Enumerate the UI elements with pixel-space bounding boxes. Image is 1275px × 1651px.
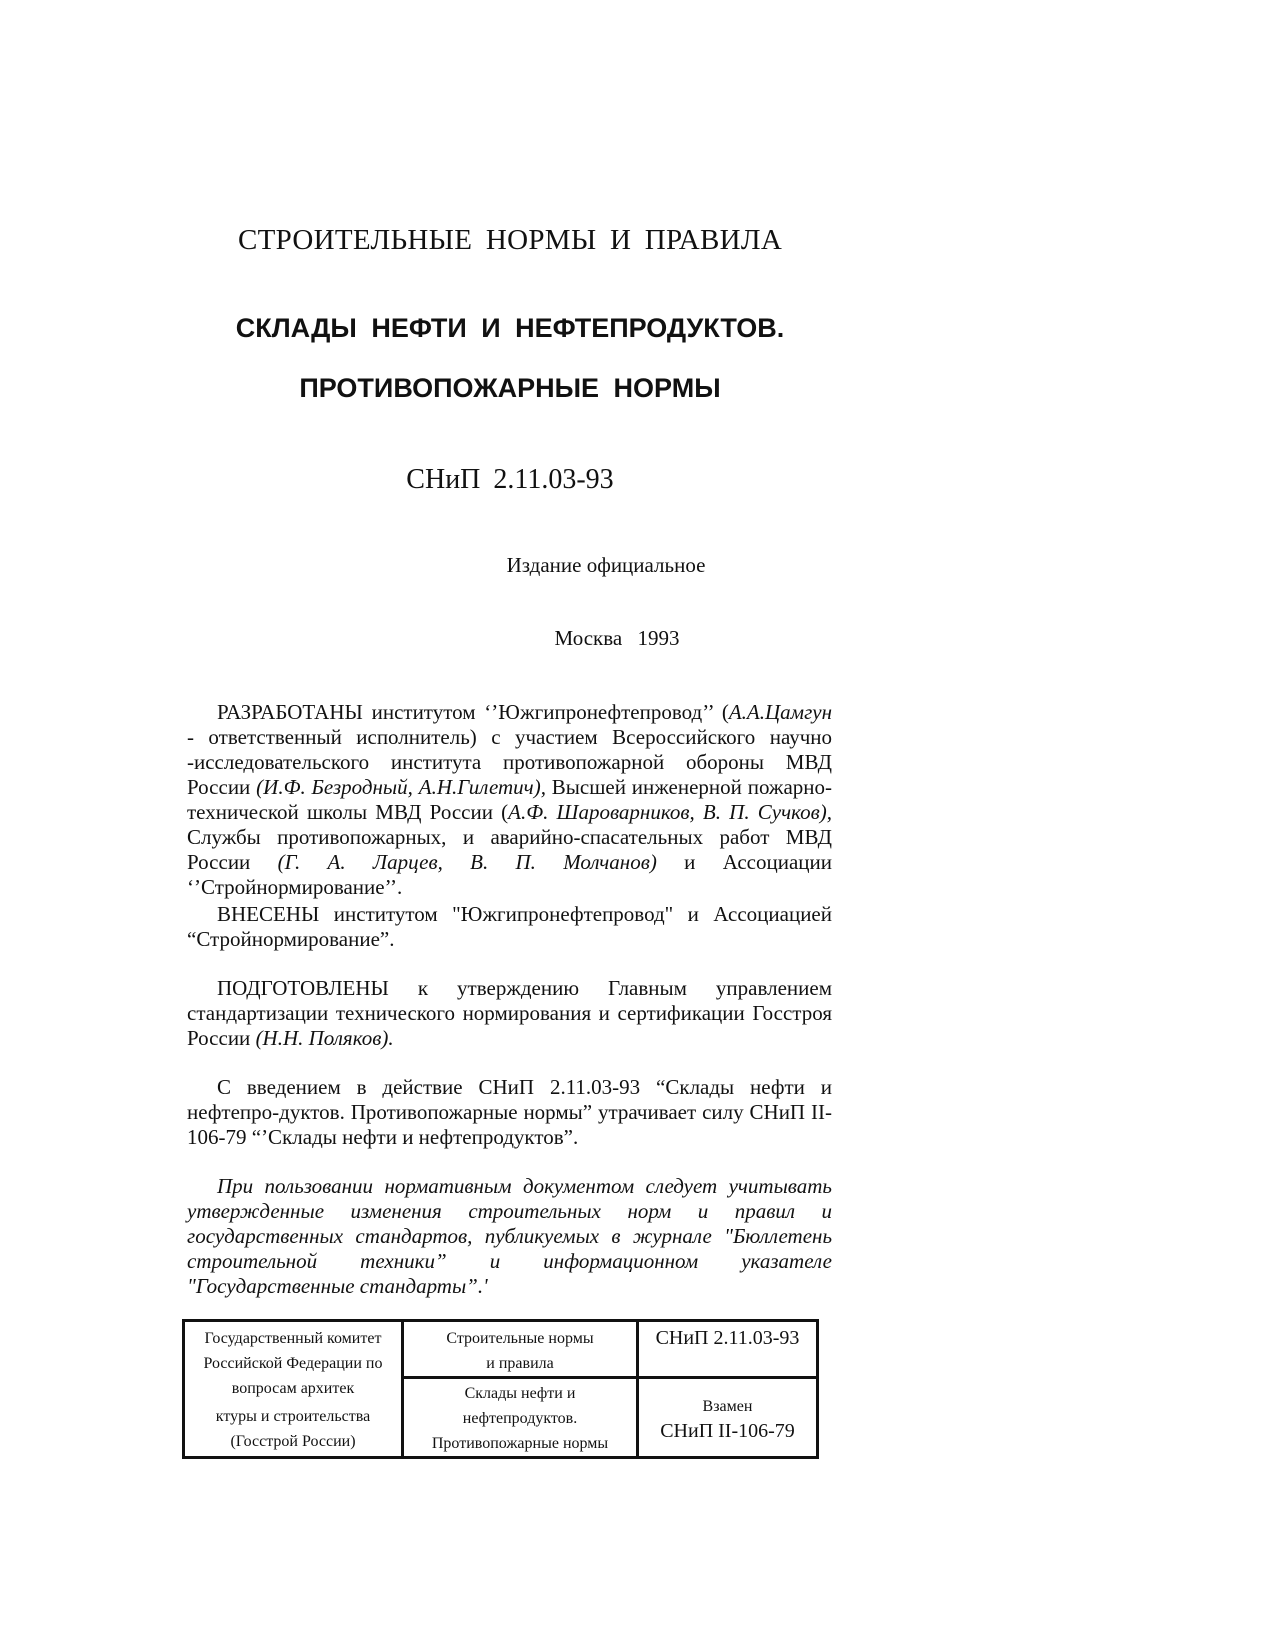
place-and-year: Москва 1993 bbox=[554, 626, 680, 650]
series-title: СТРОИТЕЛЬНЫЕ НОРМЫ И ПРАВИЛА bbox=[237, 224, 783, 256]
document-code: СНиП 2.11.03-93 bbox=[406, 464, 614, 495]
prepared-paragraph: ПОДГОТОВЛЕНЫ к утверждению Главным управлением стандартизации технического нормирования и сертификации Госстроя России (Н.Н. Поляков). bbox=[187, 976, 832, 1050]
stamp-code-cell: СНиП 2.11.03-93 bbox=[638, 1321, 818, 1378]
introduction-paragraph: С введением в действие СНиП 2.11.03-93 “Склады нефти и нефтепро-дуктов. Противопожарные нормы” утрачивает силу СНиП II-106-79 “’Склады нефти и нефтепродуктов”. bbox=[187, 1075, 832, 1149]
committee-cell: Государственный комитет Российской Федерации по вопросам архитек ктуры и строительства (Госстрой России) bbox=[184, 1321, 403, 1458]
document-title-line-2: ПРОТИВОПОЖАРНЫЕ НОРМЫ bbox=[299, 373, 721, 403]
document-stamp-table bbox=[182, 1319, 819, 1459]
doc-type-cell: Строительные нормы и правила bbox=[403, 1321, 638, 1378]
document-title-line-1: СКЛАДЫ НЕФТИ И НЕФТЕПРОДУКТОВ. bbox=[235, 313, 785, 343]
usage-note-paragraph: При пользовании нормативным документом следует учитывать утвержденные изменения строительных норм и правил и государственных стандартов, публикуемых в журнале "Бюллетень строительной техники” и информационном указателе "Государственные стандарты”.' bbox=[187, 1174, 832, 1298]
edition-label: Издание официальное bbox=[506, 553, 706, 577]
developed-paragraph: РАЗРАБОТАНЫ институтом ‘’Южгипронефтепровод’’ (А.А.Цамгун - ответственный исполнитель) с участием Всероссийского научно -исследовательского института противопожарной обороны МВД России (И.Ф. Безродный, А.Н.Гилетич), Высшей инженерной пожарно-технической школы МВД России (А.Ф. Шароварников, В. П. Сучков), Службы противопожарных, и аварийно-спасательных работ МВД России (Г. А. Ларцев, В. П. Молчанов) и Ассоциации ‘’Стройнормирование’’. bbox=[187, 700, 832, 899]
doc-title-cell: Склады нефти и нефтепродуктов. Противопожарные нормы bbox=[403, 1378, 638, 1458]
submitted-paragraph: ВНЕСЕНЫ институтом "Южгипронефтепровод" и Ассоциацией “Стройнормирование”. bbox=[187, 902, 832, 951]
replaces-cell: Взамен СНиП II-106-79 bbox=[638, 1378, 818, 1458]
